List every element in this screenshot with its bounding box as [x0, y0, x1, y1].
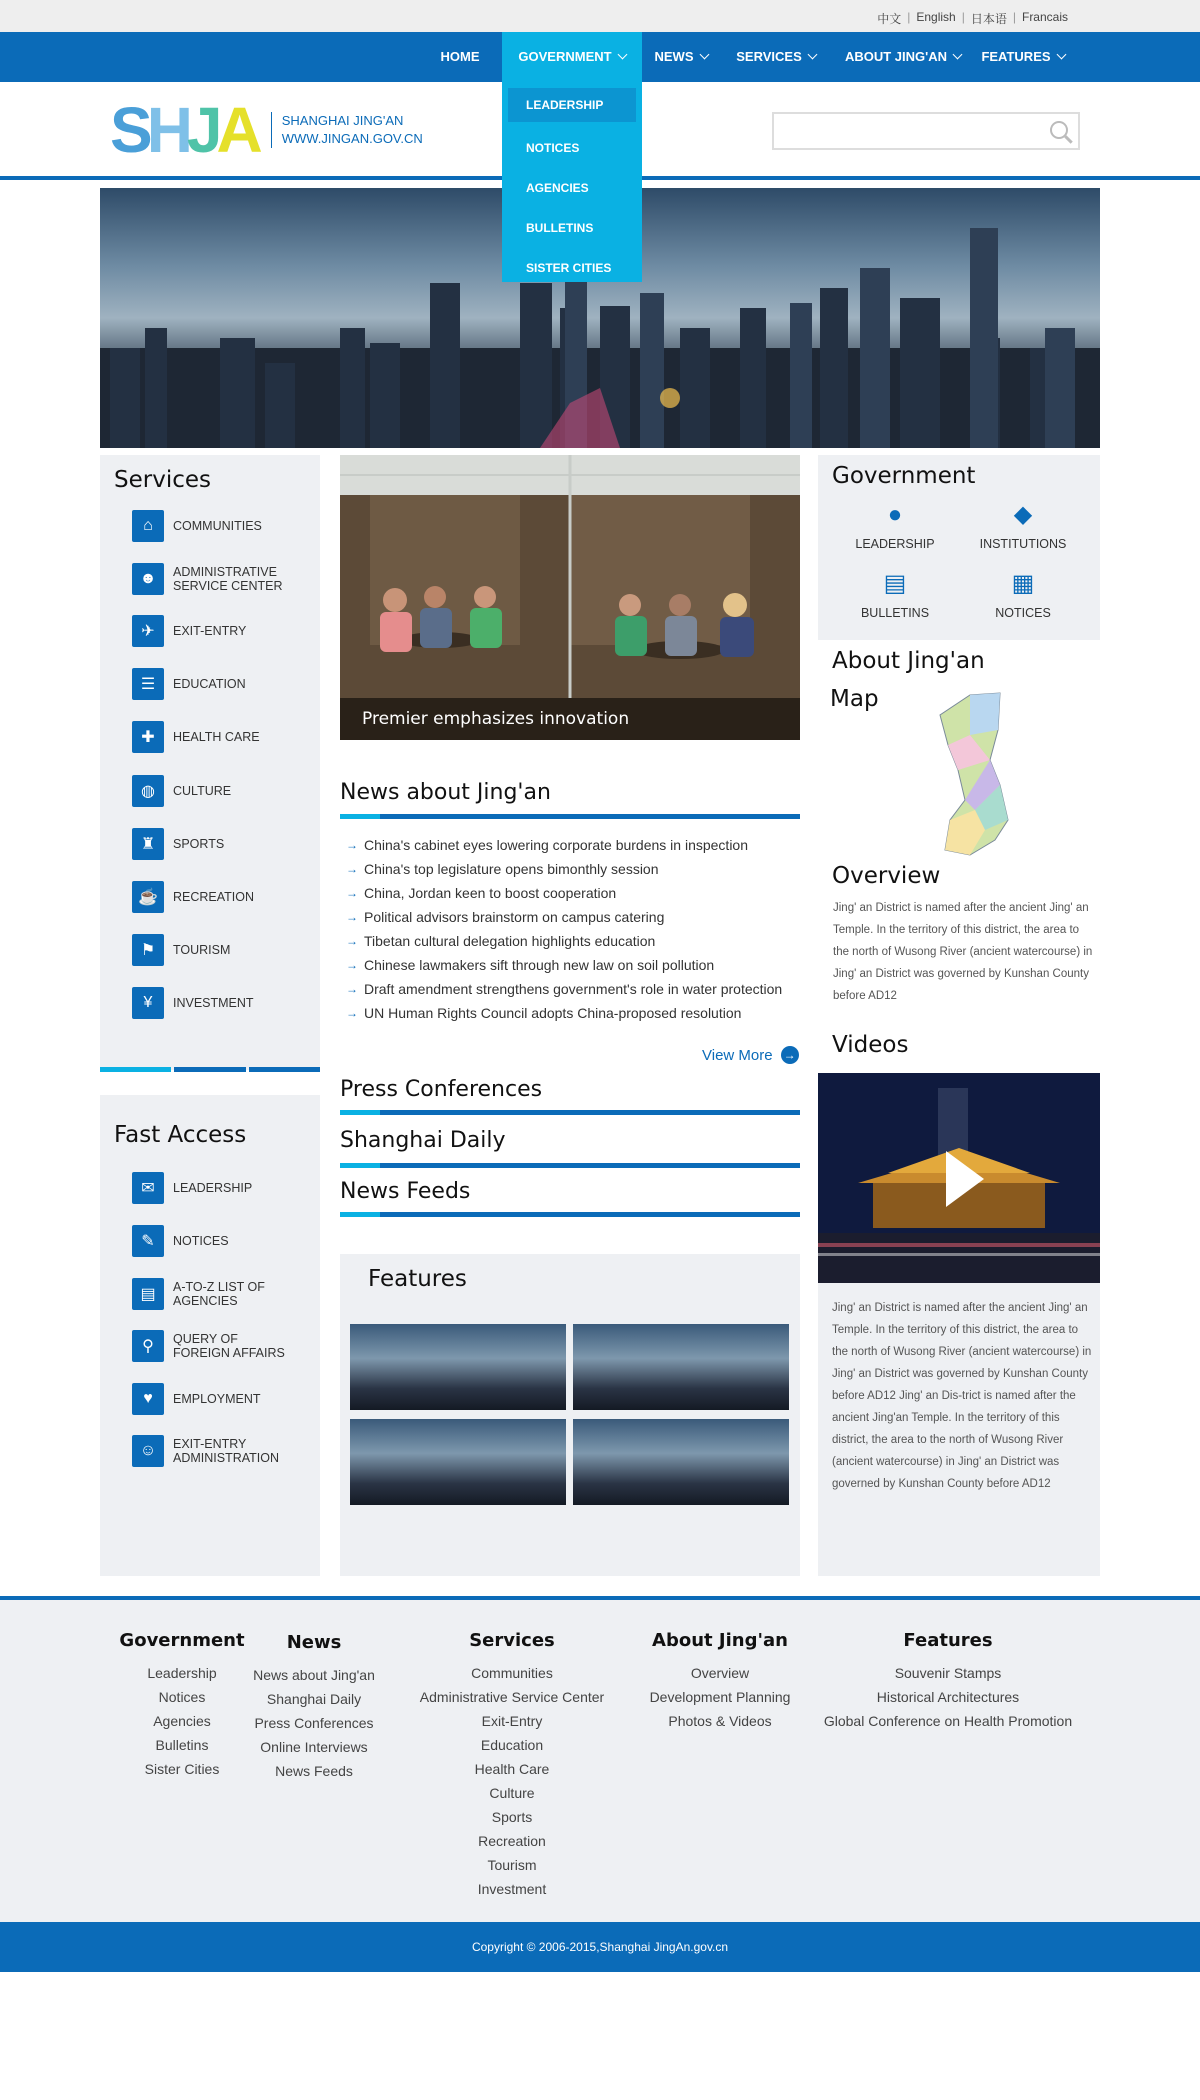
news-item[interactable]: [346, 905, 806, 929]
footer-col-title: Services: [469, 1630, 555, 1651]
plane-icon: ✈: [132, 615, 164, 647]
coffee-icon: ☕: [132, 881, 164, 913]
footer-link[interactable]: Photos & Videos: [668, 1713, 772, 1729]
footer-col-title: Features: [903, 1630, 993, 1651]
footer-link[interactable]: Investment: [477, 1881, 547, 1897]
footer-link[interactable]: Communities: [471, 1665, 553, 1681]
copyright-bar: Copyright © 2006-2015,Shanghai JingAn.gov.cn: [0, 1922, 1200, 1972]
arrow-right-icon: →: [346, 1006, 358, 1020]
nav-features[interactable]: [978, 32, 1068, 82]
chevron-down-icon: [953, 50, 963, 60]
nav-about[interactable]: [838, 32, 968, 82]
fast-access-label: A-TO-Z LIST OF AGENCIES: [173, 1280, 265, 1308]
footer-link[interactable]: News Feeds: [275, 1763, 353, 1779]
video-player[interactable]: [818, 1073, 1100, 1283]
footer-col-about: [640, 1630, 800, 1733]
search-person-icon: ⚲: [132, 1330, 164, 1362]
search-box: [772, 112, 1080, 150]
feature-thumbnail[interactable]: [350, 1324, 566, 1410]
featured-story[interactable]: [340, 455, 800, 740]
fast-notices[interactable]: [132, 1225, 229, 1257]
site-footer: [0, 1600, 1200, 1922]
language-links: [877, 10, 1068, 27]
footer-link[interactable]: Bulletins: [155, 1737, 209, 1753]
logo-line1: SHANGHAI JING'AN: [281, 113, 404, 128]
home-icon: ⌂: [132, 510, 164, 542]
footer-link[interactable]: Notices: [158, 1689, 206, 1705]
government-dropdown: [502, 82, 642, 282]
nav-government-label: GOVERNMENT: [518, 49, 612, 64]
fast-employment[interactable]: [132, 1383, 261, 1415]
footer-link[interactable]: Overview: [690, 1665, 750, 1681]
footer-link[interactable]: Global Conference on Health Promotion: [823, 1713, 1073, 1729]
globe-icon: ◍: [132, 775, 164, 807]
gov-institutions[interactable]: [968, 501, 1078, 551]
chevron-down-icon: [807, 50, 817, 60]
district-map[interactable]: [930, 690, 1020, 860]
service-investment[interactable]: [132, 987, 254, 1019]
people-icon: ☻: [132, 563, 164, 595]
education-icon: ☰: [132, 668, 164, 700]
chevron-down-icon: [699, 50, 709, 60]
gov-label: LEADERSHIP: [855, 537, 935, 551]
fast-access-label: QUERY OF FOREIGN AFFAIRS: [173, 1332, 285, 1360]
service-label: HEALTH CARE: [173, 730, 260, 744]
dropdown-agencies[interactable]: AGENCIES: [526, 181, 589, 195]
fast-access-label: NOTICES: [173, 1234, 229, 1248]
fast-exit-entry-admin[interactable]: [132, 1435, 293, 1467]
view-more-label: View More: [702, 1046, 773, 1064]
government-panel: [818, 455, 1100, 640]
services-panel: [100, 455, 320, 1070]
news-item[interactable]: [346, 833, 806, 857]
logo-line2: WWW.JINGAN.GOV.CN: [281, 131, 423, 146]
service-label: TOURISM: [173, 943, 231, 957]
gov-bulletins[interactable]: [840, 570, 950, 620]
fast-leadership[interactable]: [132, 1172, 252, 1204]
lang-japanese[interactable]: 日本语: [970, 12, 1007, 26]
footer-link[interactable]: Shanghai Daily: [266, 1691, 362, 1707]
pager-segment[interactable]: [100, 1067, 171, 1072]
service-label: SPORTS: [173, 837, 225, 851]
hiker-icon: ⚑: [132, 934, 164, 966]
lang-english[interactable]: English: [916, 10, 956, 24]
news-item[interactable]: [346, 857, 806, 881]
service-tourism[interactable]: [132, 934, 230, 966]
fast-access-title: Fast Access: [114, 1122, 247, 1148]
service-label: INVESTMENT: [173, 996, 254, 1010]
search-icon[interactable]: [1050, 121, 1068, 139]
news-headline: UN Human Rights Council adopts China-proposed resolution: [364, 1005, 742, 1021]
logo-mark: SHJA: [110, 94, 257, 166]
arrow-right-icon: →: [346, 958, 358, 972]
dropdown-sister-cities[interactable]: SISTER CITIES: [526, 261, 612, 275]
footer-link[interactable]: News about Jing'an: [253, 1667, 375, 1683]
lang-french[interactable]: Francais: [1021, 10, 1068, 24]
featured-caption: Premier emphasizes innovation: [340, 698, 800, 740]
news-title-underline: [340, 814, 800, 819]
newspaper-icon: ▤: [883, 570, 907, 597]
arrow-right-icon: →: [346, 982, 358, 996]
service-label: CULTURE: [173, 784, 232, 798]
overview-text: Jing' an District is named after the ancient Jing' an Temple. In the territory of this district, the area to the north of Wusong River (ancient watercourse) in Jing' an District was governed by Kunshan County before AD12: [833, 902, 1093, 1002]
daily-underline: [340, 1163, 800, 1168]
nav-news-label: NEWS: [654, 49, 694, 64]
footer-link[interactable]: Sports: [491, 1809, 533, 1825]
features-panel: [340, 1254, 800, 1576]
divider: |: [961, 10, 965, 24]
cube-icon: ◆: [1013, 501, 1033, 528]
dropdown-notices[interactable]: NOTICES: [526, 141, 580, 155]
services-pager: [100, 1067, 320, 1072]
feature-thumbnail[interactable]: [573, 1419, 789, 1505]
footer-col-title: News: [286, 1632, 342, 1653]
news-headline: Tibetan cultural delegation highlights education: [364, 933, 656, 949]
dropdown-leadership[interactable]: LEADERSHIP: [508, 88, 636, 122]
footer-col-government: [112, 1630, 252, 1781]
videos-title: Videos: [832, 1032, 909, 1058]
fast-access-panel: [100, 1095, 320, 1576]
view-more-link[interactable]: [702, 1046, 799, 1064]
news-item[interactable]: [346, 929, 806, 953]
address-book-icon: ▤: [132, 1278, 164, 1310]
person-icon: ●: [887, 501, 903, 528]
nav-services-label: SERVICES: [736, 49, 802, 64]
service-sports[interactable]: [132, 828, 224, 860]
footer-link[interactable]: Recreation: [478, 1833, 546, 1849]
footer-link[interactable]: Education: [480, 1737, 544, 1753]
feeds-underline: [340, 1212, 800, 1217]
service-label: EDUCATION: [173, 677, 246, 691]
main-nav: [0, 32, 1200, 82]
arrow-right-icon: →: [346, 862, 358, 876]
service-culture[interactable]: [132, 775, 231, 807]
footer-link[interactable]: Exit-Entry: [481, 1713, 543, 1729]
fast-access-label: EXIT-ENTRY ADMINISTRATION: [173, 1437, 280, 1465]
calendar-icon: ▦: [1011, 570, 1035, 597]
nav-government[interactable]: [502, 32, 642, 82]
chevron-down-icon: [617, 50, 627, 60]
press-conferences-title[interactable]: Press Conferences: [340, 1077, 543, 1102]
service-communities[interactable]: [132, 510, 262, 542]
nav-home[interactable]: [428, 32, 492, 82]
shanghai-daily-title[interactable]: Shanghai Daily: [340, 1128, 506, 1153]
language-bar: [0, 0, 1200, 32]
footer-link[interactable]: Historical Architectures: [876, 1689, 1020, 1705]
overview-title: Overview: [832, 863, 941, 889]
service-health-care[interactable]: [132, 721, 260, 753]
group-icon: ☺: [132, 1435, 164, 1467]
fast-agencies[interactable]: [132, 1278, 293, 1310]
footer-col-services: [412, 1630, 612, 1901]
about-title: About Jing'an: [832, 648, 985, 674]
mail-icon: ✉: [132, 1172, 164, 1204]
fast-access-label: EMPLOYMENT: [173, 1392, 261, 1406]
footer-link[interactable]: Agencies: [153, 1713, 211, 1729]
gov-label: BULLETINS: [860, 606, 930, 620]
news-headline: Chinese lawmakers sift through new law on soil pollution: [364, 957, 715, 973]
news-title: News about Jing'an: [340, 780, 551, 805]
lang-chinese[interactable]: 中文: [877, 12, 902, 26]
footer-link[interactable]: Sister Cities: [144, 1761, 220, 1777]
news-item[interactable]: [346, 881, 806, 905]
service-label: RECREATION: [173, 890, 255, 904]
news-headline: Political advisors brainstorm on campus catering: [364, 909, 665, 925]
footer-link[interactable]: Health Care: [474, 1761, 550, 1777]
gov-label: INSTITUTIONS: [979, 537, 1067, 551]
pager-segment[interactable]: [249, 1067, 320, 1072]
footer-link[interactable]: Development Planning: [649, 1689, 791, 1705]
dropdown-bulletins[interactable]: BULLETINS: [526, 221, 594, 235]
nav-about-label: ABOUT JING'AN: [844, 49, 948, 64]
footer-col-title: About Jing'an: [652, 1630, 788, 1651]
nav-features-label: FEATURES: [981, 49, 1051, 64]
chevron-down-icon: [1056, 50, 1066, 60]
service-education[interactable]: [132, 668, 246, 700]
news-headline: China's top legislature opens bimonthly session: [364, 861, 659, 877]
footer-link[interactable]: Tourism: [487, 1857, 537, 1873]
video-description: Jing' an District is named after the ancient Jing' an Temple. In the territory of this district, the area to the north of Wusong River (ancient watercourse) in Jing' an District was governed by Kunshan County before AD12 Jing' an Dis-trict is named after the ancient Jing'an Temple. In the territory of this district, the area to the north of Wusong River (ancient watercourse) in Jing' an District was governed by Kunshan County before AD12: [832, 1302, 1092, 1490]
service-exit-entry[interactable]: [132, 615, 246, 647]
service-label: ADMINISTRATIVE SERVICE CENTER: [173, 565, 283, 593]
yen-icon: ¥: [132, 987, 164, 1019]
footer-col-news: [244, 1632, 384, 1783]
gov-label: NOTICES: [995, 606, 1051, 620]
footer-link[interactable]: Leadership: [147, 1665, 217, 1681]
news-headline: China's cabinet eyes lowering corporate burdens in inspection: [364, 837, 749, 853]
service-label: EXIT-ENTRY: [173, 624, 247, 638]
arrow-right-icon: →: [346, 838, 358, 852]
map-label[interactable]: Map: [830, 686, 879, 712]
footer-link[interactable]: Press Conferences: [254, 1715, 374, 1731]
runner-icon: ♜: [132, 828, 164, 860]
footer-link[interactable]: Culture: [489, 1785, 535, 1801]
arrow-right-icon: →: [346, 886, 358, 900]
search-input[interactable]: [774, 114, 1034, 148]
services-title: Services: [114, 467, 211, 493]
video-text-panel: [818, 1283, 1100, 1576]
divider: |: [1012, 10, 1016, 24]
footer-col-features: [818, 1630, 1078, 1733]
heart-hand-icon: ♥: [132, 1383, 164, 1415]
arrow-circle-right-icon: →: [781, 1046, 799, 1064]
fast-access-label: LEADERSHIP: [173, 1181, 253, 1195]
news-item[interactable]: [346, 1001, 806, 1025]
footer-link[interactable]: Administrative Service Center: [419, 1689, 605, 1705]
service-recreation[interactable]: [132, 881, 254, 913]
site-logo[interactable]: [110, 94, 423, 166]
arrow-right-icon: →: [346, 910, 358, 924]
feature-thumbnail[interactable]: [350, 1419, 566, 1505]
press-underline: [340, 1110, 800, 1115]
edit-icon: ✎: [132, 1225, 164, 1257]
nav-news[interactable]: [650, 32, 712, 82]
service-label: COMMUNITIES: [173, 519, 262, 533]
arrow-right-icon: →: [346, 934, 358, 948]
play-icon[interactable]: [946, 1151, 984, 1207]
footer-link[interactable]: Souvenir Stamps: [894, 1665, 1002, 1681]
news-item[interactable]: [346, 977, 806, 1001]
news-headline: China, Jordan keen to boost cooperation: [364, 885, 617, 901]
gov-notices[interactable]: [968, 570, 1078, 620]
logo-text: [271, 112, 423, 148]
gov-leadership[interactable]: [840, 501, 950, 551]
news-item[interactable]: [346, 953, 806, 977]
fast-foreign-affairs[interactable]: [132, 1330, 293, 1362]
medical-kit-icon: ✚: [132, 721, 164, 753]
features-title: Features: [368, 1266, 467, 1292]
news-headline: Draft amendment strengthens government's role in water protection: [364, 981, 783, 997]
feature-thumbnail[interactable]: [573, 1324, 789, 1410]
service-admin-center[interactable]: [132, 563, 293, 595]
nav-services[interactable]: [730, 32, 822, 82]
divider: |: [907, 10, 911, 24]
news-feeds-title[interactable]: News Feeds: [340, 1179, 471, 1204]
pager-segment[interactable]: [174, 1067, 245, 1072]
footer-col-title: Government: [119, 1630, 245, 1651]
footer-link[interactable]: Online Interviews: [260, 1739, 368, 1755]
nav-home-label: HOME: [440, 49, 480, 64]
news-list: [346, 833, 806, 1025]
government-title: Government: [832, 463, 976, 489]
